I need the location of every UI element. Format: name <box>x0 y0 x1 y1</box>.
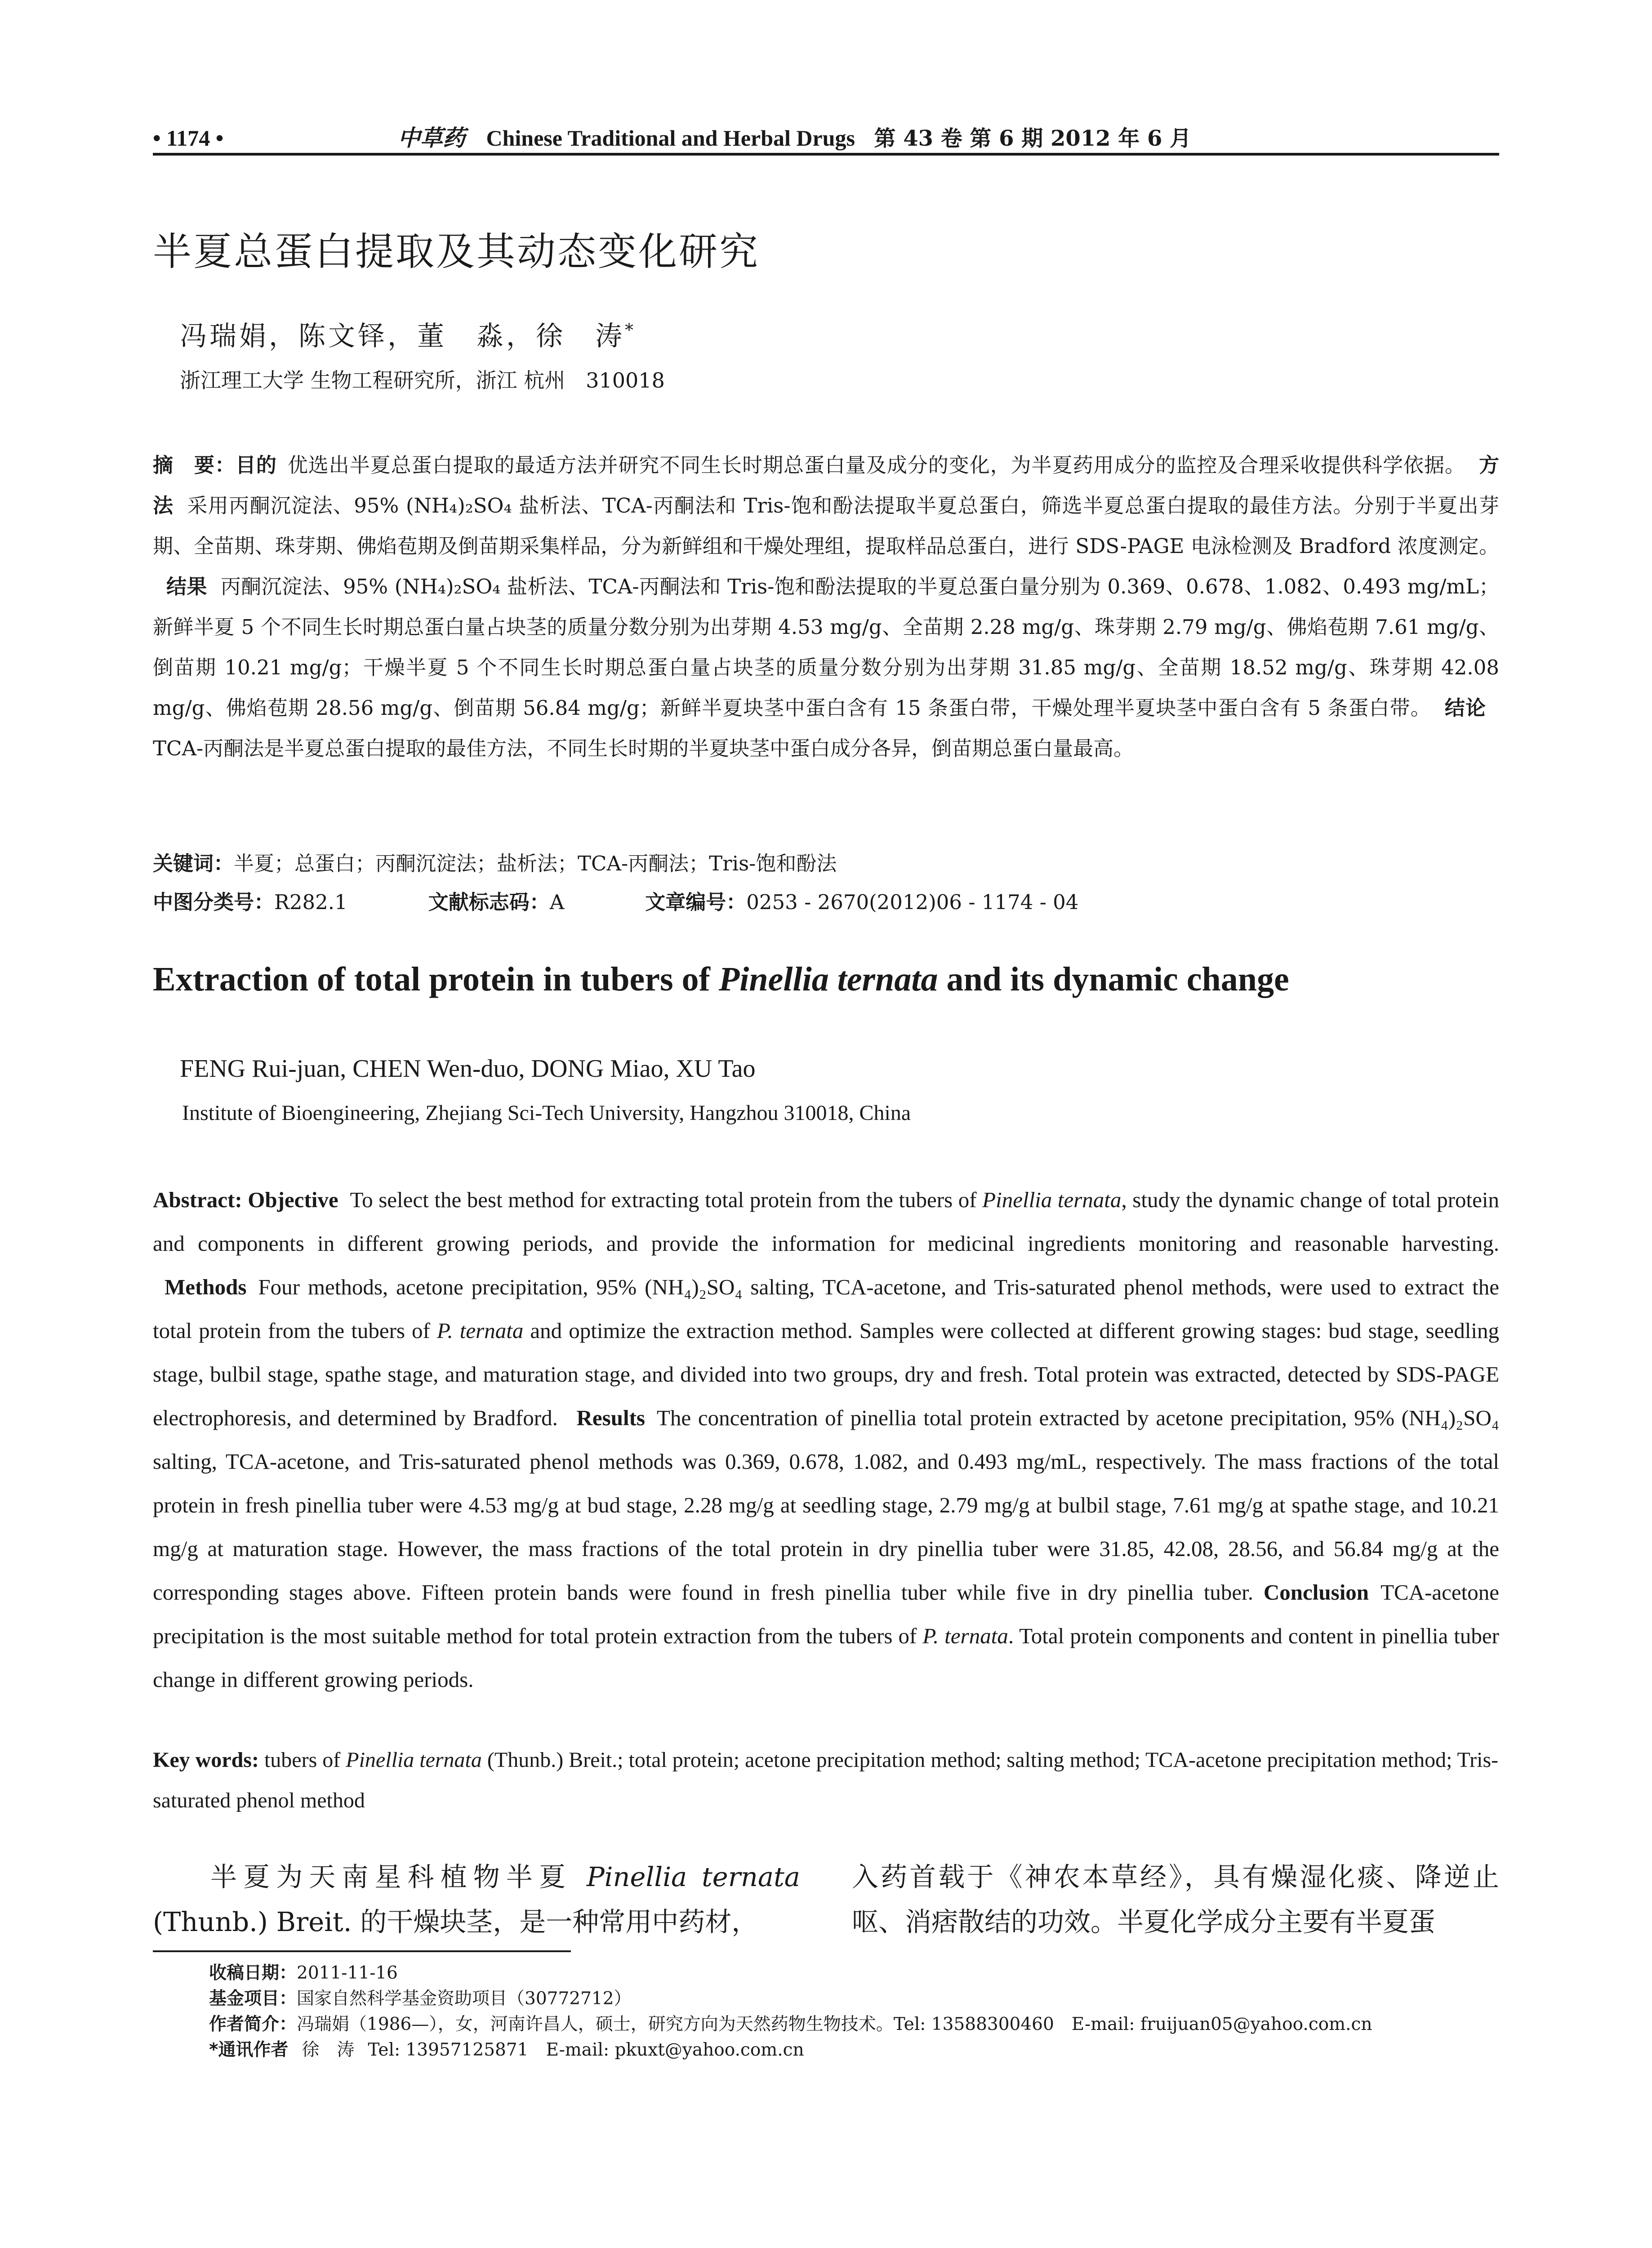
running-header <box>153 118 1499 158</box>
footnote-label: 基金项目： <box>209 1989 297 2009</box>
title-en-part: Extraction of total protein in tubers of <box>153 960 719 998</box>
conclusion-en-text: . Total protein components and content in pinellia tuber change in different growing periods. <box>153 1624 1499 1692</box>
methods-cn-label: 方法 <box>153 453 1499 517</box>
species-name: P. ternata <box>436 1318 524 1343</box>
affiliation-en: Institute of Bioengineering, Zhejiang Sci-Tech University, Hangzhou 310018, China <box>182 1101 911 1125</box>
authors-cn-names: 冯瑞娟，陈文铎，董 淼，徐 涛 <box>180 321 625 352</box>
species-name: Pinellia ternata <box>346 1748 482 1772</box>
objective-en-text: , study the dynamic change of total protein and components in different growing periods, and provide the information for medicinal ingredients monitoring and reasonable harvesting. <box>153 1187 1500 1256</box>
conclusion-en-label: Conclusion <box>1263 1580 1369 1605</box>
body-column-right: 入药首载于《神农本草经》，具有燥湿化痰、降逆止呕、消痞散结的功效。半夏化学成分主要有半夏蛋 <box>852 1861 1499 1937</box>
journal-name-cn: 中草药 <box>398 125 465 151</box>
footnote-received <box>209 1960 1499 1986</box>
keywords-en-text: (Thunb.) Breit.; total protein; acetone precipitation method; salting method; TCA-acetone precipitation method; Tris-saturated phenol method <box>153 1748 1499 1812</box>
objective-cn-label: 目的 <box>235 453 277 477</box>
keywords-cn <box>153 843 1499 884</box>
doc-code-value: A <box>549 890 565 914</box>
results-cn-label: 结果 <box>166 575 207 598</box>
methods-en-text: and optimize the extraction method. Samples were collected at different growing stages: bud stage, seedling stage, bulbil stage, spathe stage, and maturation stage, and divided into two groups, dry and fresh. Total protein was extracted, detected by SDS-PAGE electrophoresis, and determined by Bradford. <box>153 1318 1499 1430</box>
species-name: Pinellia ternata <box>586 1861 800 1892</box>
footnote-text: 2011-11-16 <box>297 1963 398 1983</box>
body-text: 半夏为天南星科植物半夏 <box>210 1861 587 1892</box>
footnote-corresponding <box>209 2037 1499 2063</box>
footnote-label: 收稿日期： <box>209 1963 297 1983</box>
methods-en-text: Four methods, acetone precipitation, 95% (NH₄)₂SO₄ salting, TCA-acetone, and Tris-saturated phenol methods, were used to extract the total protein from the tubers of <box>153 1275 1499 1343</box>
header-rule <box>153 153 1499 156</box>
doc-code-label: 文献标志码： <box>428 890 550 914</box>
objective-cn-text: 优选出半夏总蛋白提取的最适方法并研究不同生长时期总蛋白量及成分的变化，为半夏药用成分的监控及合理采收提供科学依据。 <box>287 453 1465 477</box>
footnote-label: *通讯作者 <box>209 2040 289 2060</box>
keywords-en <box>153 1740 1499 1821</box>
abstract-en <box>153 1178 1499 1701</box>
paper-title-cn: 半夏总蛋白提取及其动态变化研究 <box>153 229 760 274</box>
footnote-rule <box>153 1950 571 1952</box>
conclusion-cn-text: TCA-丙酮法是半夏总蛋白提取的最佳方法，不同生长时期的半夏块茎中蛋白成分各异，倒苗期总蛋白量最高。 <box>153 736 1134 760</box>
keywords-en-label: Key words: <box>153 1748 259 1772</box>
objective-en-text: To select the best method for extracting total protein from the tubers of <box>350 1187 983 1212</box>
footnote-bio <box>209 2012 1499 2037</box>
footnote-text: 徐 涛 <box>302 2040 355 2060</box>
species-name: P. ternata <box>922 1624 1008 1648</box>
conclusion-cn-label: 结论 <box>1444 696 1486 720</box>
title-en-part: and its dynamic change <box>938 960 1289 998</box>
body-column-left <box>153 1855 800 1945</box>
abstract-cn <box>153 445 1499 769</box>
keywords-en-text: tubers of <box>264 1748 346 1772</box>
clc-label: 中图分类号： <box>153 890 275 914</box>
conclusion-en-text: TCA-acetone precipitation is the most suitable method for total protein extraction from the tubers of <box>153 1580 1499 1648</box>
paper-title-en <box>153 960 1289 999</box>
corresponding-author-mark: * <box>625 320 636 340</box>
abstract-cn-label: 摘 要： <box>153 453 236 477</box>
results-en-text: The concentration of pinellia total protein extracted by acetone precipitation, 95% (NH₄)₂SO₄ salting, TCA-acetone, and Tris-saturated phenol methods was 0.369, 0.678, 1.082, and 0.493 mg/mL, respectively. The mass fractions of the total protein in fresh pinellia tuber were 4.53 mg/g at bud stage, 2.28 mg/g at seedling stage, 2.79 mg/g at bulbil stage, 7.61 mg/g at spathe stage, and 10.21 mg/g at maturation stage. However, the mass fractions of the total protein in dry pinellia tuber were 31.85, 42.08, 28.56, and 56.84 mg/g at the corresponding stages above. Fifteen protein bands were found in fresh pinellia tuber while five in dry pinellia tuber. <box>153 1405 1499 1605</box>
article-no-value: 0253 - 2670(2012)06 - 1174 - 04 <box>746 890 1079 914</box>
page-number: • 1174 • <box>153 125 224 151</box>
methods-en-label: Methods <box>165 1275 247 1299</box>
journal-volume: 第 43 卷 第 6 期 2012 年 6 月 <box>874 126 1192 151</box>
results-en-label: Results <box>576 1405 645 1430</box>
journal-name-en: Chinese Traditional and Herbal Drugs <box>486 125 855 151</box>
abstract-en-label: Abstract: Objective <box>153 1187 338 1212</box>
authors-cn <box>180 315 636 353</box>
keywords-cn-label: 关键词： <box>153 852 234 875</box>
body-text: (Thunb.) Breit. 的干燥块茎，是一种常用中药材， <box>153 1906 758 1937</box>
footnote-text: 国家自然科学基金资助项目（30772712） <box>297 1989 632 2009</box>
title-en-species: Pinellia ternata <box>718 960 938 998</box>
footnote-label: 作者简介： <box>209 2014 297 2034</box>
methods-cn-text: 采用丙酮沉淀法、95% (NH₄)₂SO₄ 盐析法、TCA-丙酮法和 Tris-饱和酚法提取半夏总蛋白，筛选半夏总蛋白提取的最佳方法。分别于半夏出芽期、全苗期、珠芽期、佛焰苞期及倒苗期采集样品，分为新鲜组和干燥处理组，提取样品总蛋白，进行 SDS-PAGE 电泳检测及 Bradford 浓度测定。 <box>153 494 1499 558</box>
footnote-text: 冯瑞娟（1986—），女，河南许昌人，硕士，研究方向为天然药物生物技术。Tel: 13588300460 E-mail: fruijuan05@yahoo.com.cn <box>297 2014 1372 2034</box>
footnotes <box>209 1960 1499 2063</box>
footnote-text: Tel: 13957125871 E-mail: pkuxt@yahoo.com.cn <box>368 2040 804 2060</box>
clc-value: R282.1 <box>274 890 347 914</box>
footnote-fund <box>209 1986 1499 2012</box>
article-no-label: 文章编号： <box>645 890 747 914</box>
keywords-cn-text: 半夏；总蛋白；丙酮沉淀法；盐析法；TCA-丙酮法；Tris-饱和酚法 <box>234 852 837 875</box>
classification-line <box>153 882 1499 923</box>
authors-en: FENG Rui-juan, CHEN Wen-duo, DONG Miao, XU Tao <box>180 1055 756 1083</box>
affiliation-cn: 浙江理工大学 生物工程研究所，浙江 杭州 310018 <box>180 368 665 393</box>
results-cn-text: 丙酮沉淀法、95% (NH₄)₂SO₄ 盐析法、TCA-丙酮法和 Tris-饱和酚法提取的半夏总蛋白量分别为 0.369、0.678、1.082、0.493 mg/mL；新鲜半夏 5 个不同生长时期总蛋白量占块茎的质量分数分别为出芽期 4.53 mg/g、全苗期 2.28 mg/g、珠芽期 2.79 mg/g、佛焰苞期 7.61 mg/g、倒苗期 10.21 mg/g；干燥半夏 5 个不同生长时期总蛋白量占块茎的质量分数分别为出芽期 31.85 mg/g、全苗期 18.52 mg/g、珠芽期 42.08 mg/g、佛焰苞期 28.56 mg/g、倒苗期 56.84 mg/g；新鲜半夏块茎中蛋白含有 15 条蛋白带，干燥处理半夏块茎中蛋白含有 5 条蛋白带。 <box>153 575 1499 720</box>
species-name: Pinellia ternata <box>982 1187 1122 1212</box>
